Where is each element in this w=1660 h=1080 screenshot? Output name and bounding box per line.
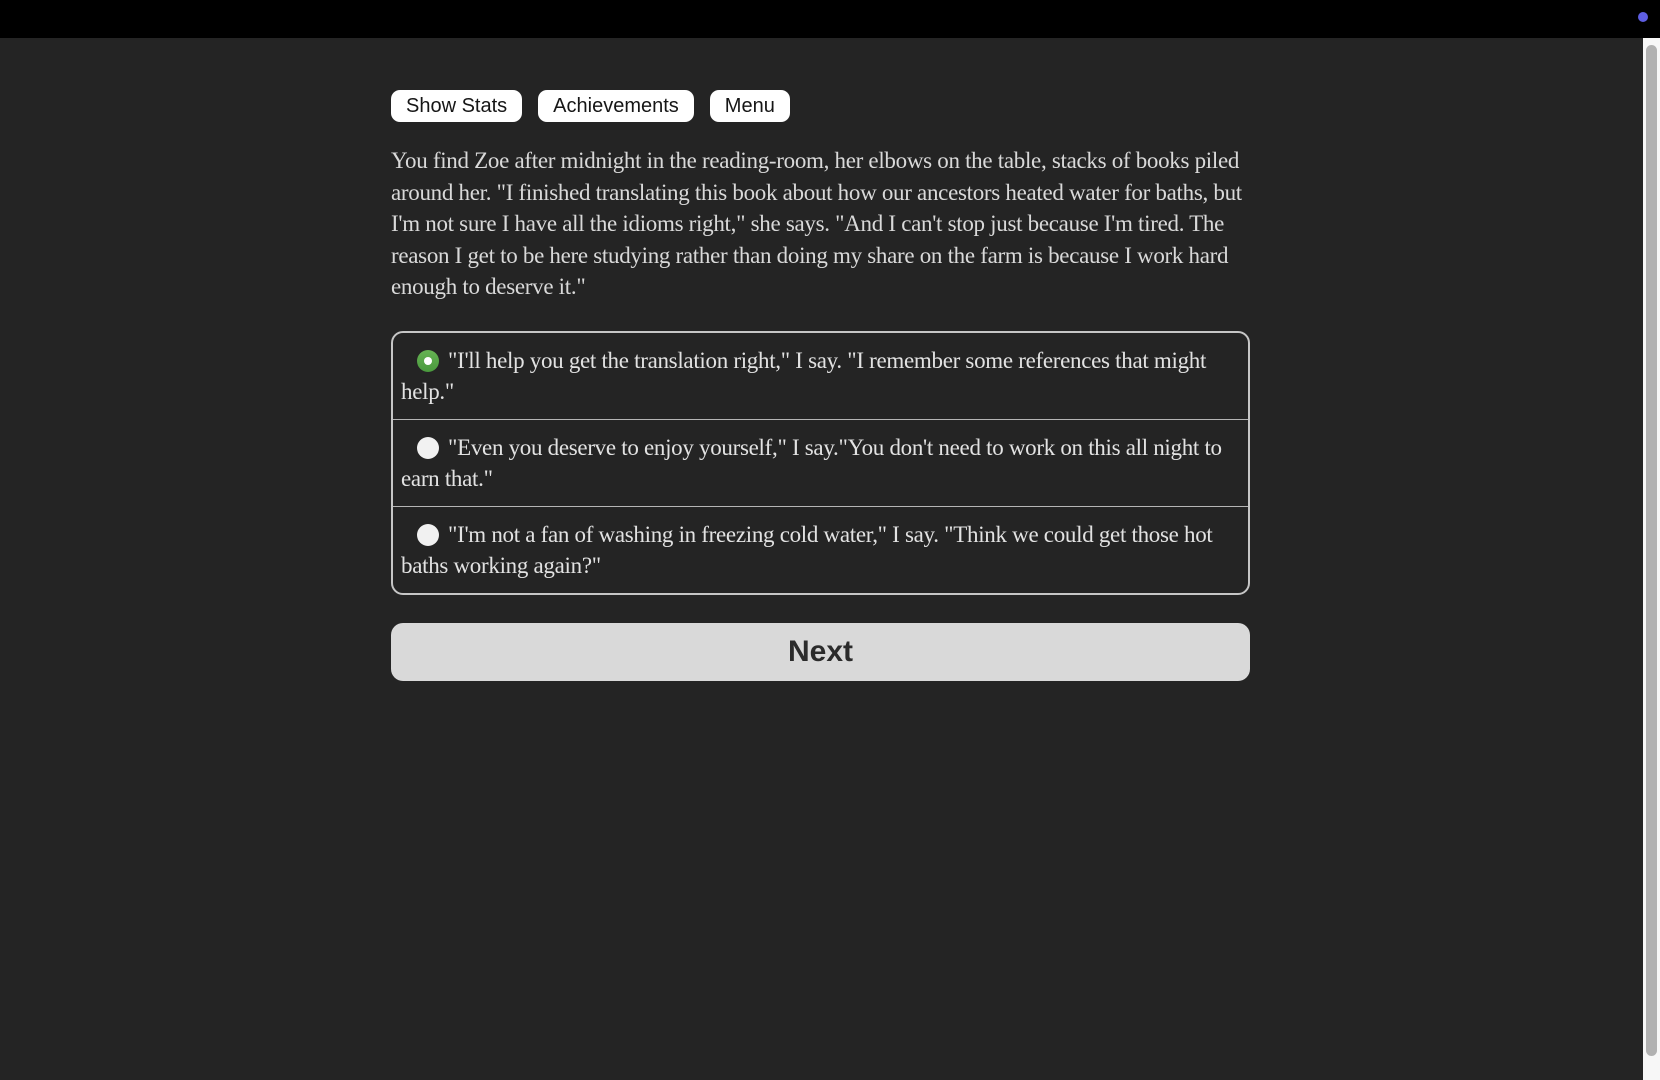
choice-option-1-label: "I'll help you get the translation right," I say. "I remember some references that might help." (401, 347, 1207, 404)
menu-button[interactable]: Menu (710, 90, 790, 122)
show-stats-button[interactable]: Show Stats (391, 90, 522, 122)
achievements-button[interactable]: Achievements (538, 90, 694, 122)
toolbar (391, 90, 1250, 122)
choice-option-2-label: "Even you deserve to enjoy yourself," I say."You don't need to work on this all night to earn that." (401, 434, 1222, 491)
scrollbar-track[interactable] (1643, 38, 1660, 1080)
window-title-bar (0, 0, 1660, 38)
notification-dot (1638, 12, 1648, 22)
choice-option-3[interactable] (393, 506, 1248, 593)
game-page (391, 90, 1250, 681)
radio-button[interactable] (417, 524, 439, 546)
choice-option-2[interactable] (393, 419, 1248, 506)
next-button[interactable]: Next (391, 623, 1250, 681)
scrollbar-thumb[interactable] (1646, 45, 1657, 1056)
radio-button[interactable] (417, 437, 439, 459)
choice-option-1[interactable] (393, 333, 1248, 419)
story-paragraph: You find Zoe after midnight in the reading-room, her elbows on the table, stacks of books piled around her. "I finished translating this book about how our ancestors heated water for baths, but I'm not sure I have all the idioms right," she says. "And I can't stop just because I'm tired. The reason I get to be here studying rather than doing my share on the farm is because I work hard enough to deserve it." (391, 148, 1242, 299)
choice-option-3-label: "I'm not a fan of washing in freezing cold water," I say. "Think we could get those hot baths working again?" (401, 521, 1213, 578)
radio-button-selected[interactable] (417, 350, 439, 372)
choice-list (391, 331, 1250, 595)
